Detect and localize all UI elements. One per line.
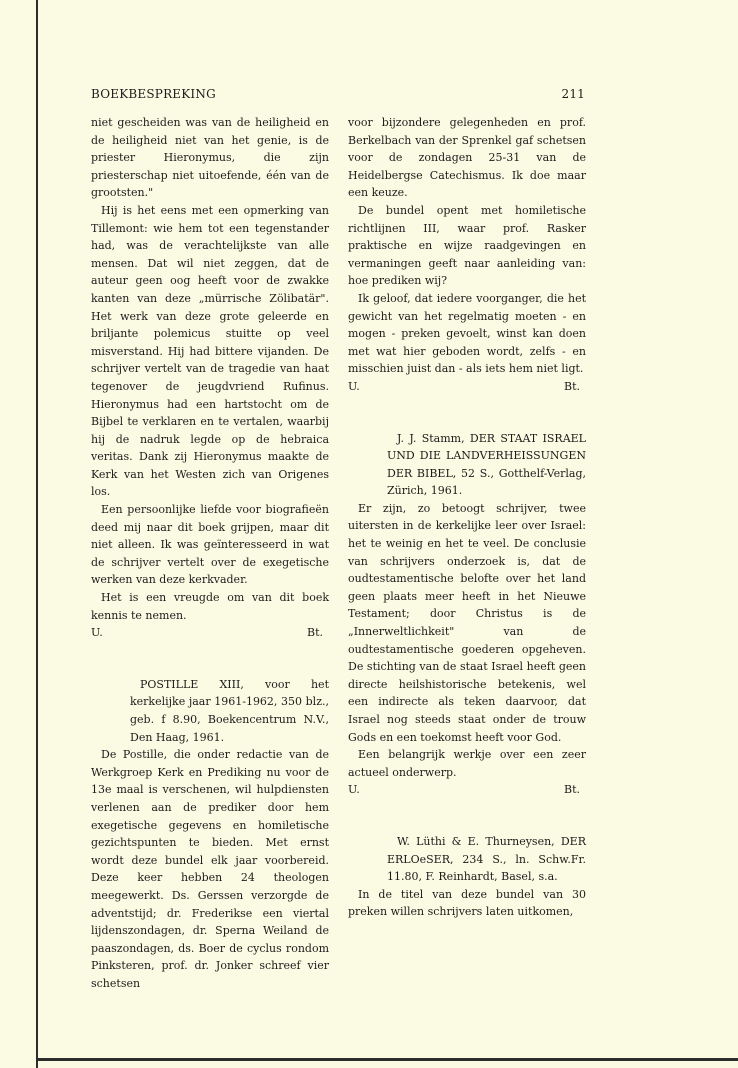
- paragraph: De bundel opent met homiletische richtlijnen III, waar prof. Rasker praktische en wijze raadgevingen en vermaningen geeft naar aanleiding van: hoe prediken wij?: [348, 203, 586, 288]
- section-gap: [91, 642, 329, 676]
- paragraph: Er zijn, zo betoogt schrijver, twee uitersten in de kerkelijke leer over Israel: het te weinig en het te veel. De conclusie van schrijvers onderzoek is, dat de oudtestamentische belofte over het land geen plaats meer heeft in het Nieuwe Testament; door Christus is de „Innerweltlichkeit" van de oudtestamentische goederen opgeheven. De stichting van de staat Israel heeft geen directe heilshistorische betekenis, wel een indirecte als teken daarvoor, dat Israel nog steeds staat onder de trouw Gods en een toekomst heeft voor God.: [348, 501, 586, 744]
- signature-name: Bt.: [563, 783, 580, 797]
- page-edge-left: [36, 0, 38, 1068]
- reviewer-signature: [348, 781, 586, 799]
- paragraph: Een persoonlijke liefde voor biografieën deed mij naar dit boek grijpen, maar dit niet alleen. Ik was geïnteresseerd in wat de schrijver vertelt over de exegetische werken van deze kerkvader.: [91, 503, 329, 587]
- right-column: [348, 114, 586, 921]
- section-gap: [348, 396, 586, 430]
- paragraph: Ik geloof, dat iedere voorganger, die het gewicht van het regelmatig moeten - en mogen - preken gevoelt, winst kan doen met wat hier geboden wordt, zelfs - en misschien juist dan - als iets hem niet ligt.: [348, 291, 586, 376]
- left-column: [91, 114, 329, 993]
- paragraph: niet gescheiden was van de heiligheid en de heiligheid niet van het genie, is de priester Hieronymus, die zijn priesterschap niet uitoefende, één van de grootsten.": [91, 116, 329, 200]
- signature-initial: U.: [91, 626, 103, 640]
- paragraph: voor bijzondere gelegenheden en prof. Berkelbach van der Sprenkel gaf schetsen voor de zondagen 25-31 van de Heidelbergse Catechismus. Ik doe maar een keuze.: [348, 116, 586, 200]
- reviewer-signature: [348, 378, 586, 396]
- paragraph: Het is een vreugde om van dit boek kennis te nemen.: [91, 591, 329, 622]
- reviewer-signature: [91, 624, 329, 642]
- paragraph: In de titel van deze bundel van 30 preken willen schrijvers laten uitkomen,: [348, 887, 586, 919]
- signature-name: Bt.: [306, 626, 323, 640]
- signature-name: Bt.: [563, 379, 580, 393]
- paragraph: Een belangrijk werkje over een zeer actueel onderwerp.: [348, 748, 586, 779]
- paragraph: De Postille, die onder redactie van de Werkgroep Kerk en Prediking nu voor de 13e maal is verschenen, wil hulpdiensten verlenen aan de prediker door hem exegetische gegevens en homiletische gezichtspunten te bieden. Met ernst wordt deze bundel elk jaar voorbereid. Deze keer hebben 24 theologen meegewerkt. Ds. Gerssen verzorgde de adventstijd; dr. Frederikse een viertal lijdenszondagen, dr. Sperna Weiland de paaszondagen, ds. Boer de cyclus rondom Pinksteren, prof. dr. Jonker schreef vier schetsen: [91, 748, 329, 990]
- section-gap: [348, 799, 586, 833]
- page-edge-bottom: [36, 1058, 738, 1061]
- signature-initial: U.: [348, 379, 360, 393]
- review-heading: POSTILLE XIII, voor het kerkelijke jaar 1961-1962, 350 blz., geb. f 8.90, Boekencentrum N.V., Den Haag, 1961.: [130, 677, 329, 744]
- review-heading: W. Lüthi & E. Thurneysen, DER ERLOeSER, 234 S., ln. Schw.Fr. 11.80, F. Reinhardt, Basel, s.a.: [387, 834, 586, 884]
- signature-initial: U.: [348, 783, 360, 797]
- review-heading: J. J. Stamm, DER STAAT ISRAEL UND DIE LANDVERHEISSUNGEN DER BIBEL, 52 S., Gotthelf-Verlag, Zürich, 1961.: [387, 431, 586, 498]
- page-number: 211: [561, 87, 585, 101]
- running-head-title: BOEKBESPREKING: [91, 87, 216, 101]
- paragraph: Hij is het eens met een opmerking van Tillemont: wie hem tot een tegenstander had, was de verachtelijkste van alle mensen. Dat wil niet zeggen, dat de auteur geen oog heeft voor de zwakke kanten van deze „mürrische Zölibatär". Het werk van deze grote geleerde en briljante polemicus stuitte op veel misverstand. Hij had bittere vijanden. De schrijver vertelt van de tragedie van haat tegenover de jeugdvriend Rufinus. Hieronymus had een hartstocht om de Bijbel te verklaren en te vertalen, waarbij hij de nadruk legde op de hebraica veritas. Dank zij Hieronymus maakte de Kerk van het Westen zich van Origenes los.: [91, 203, 329, 499]
